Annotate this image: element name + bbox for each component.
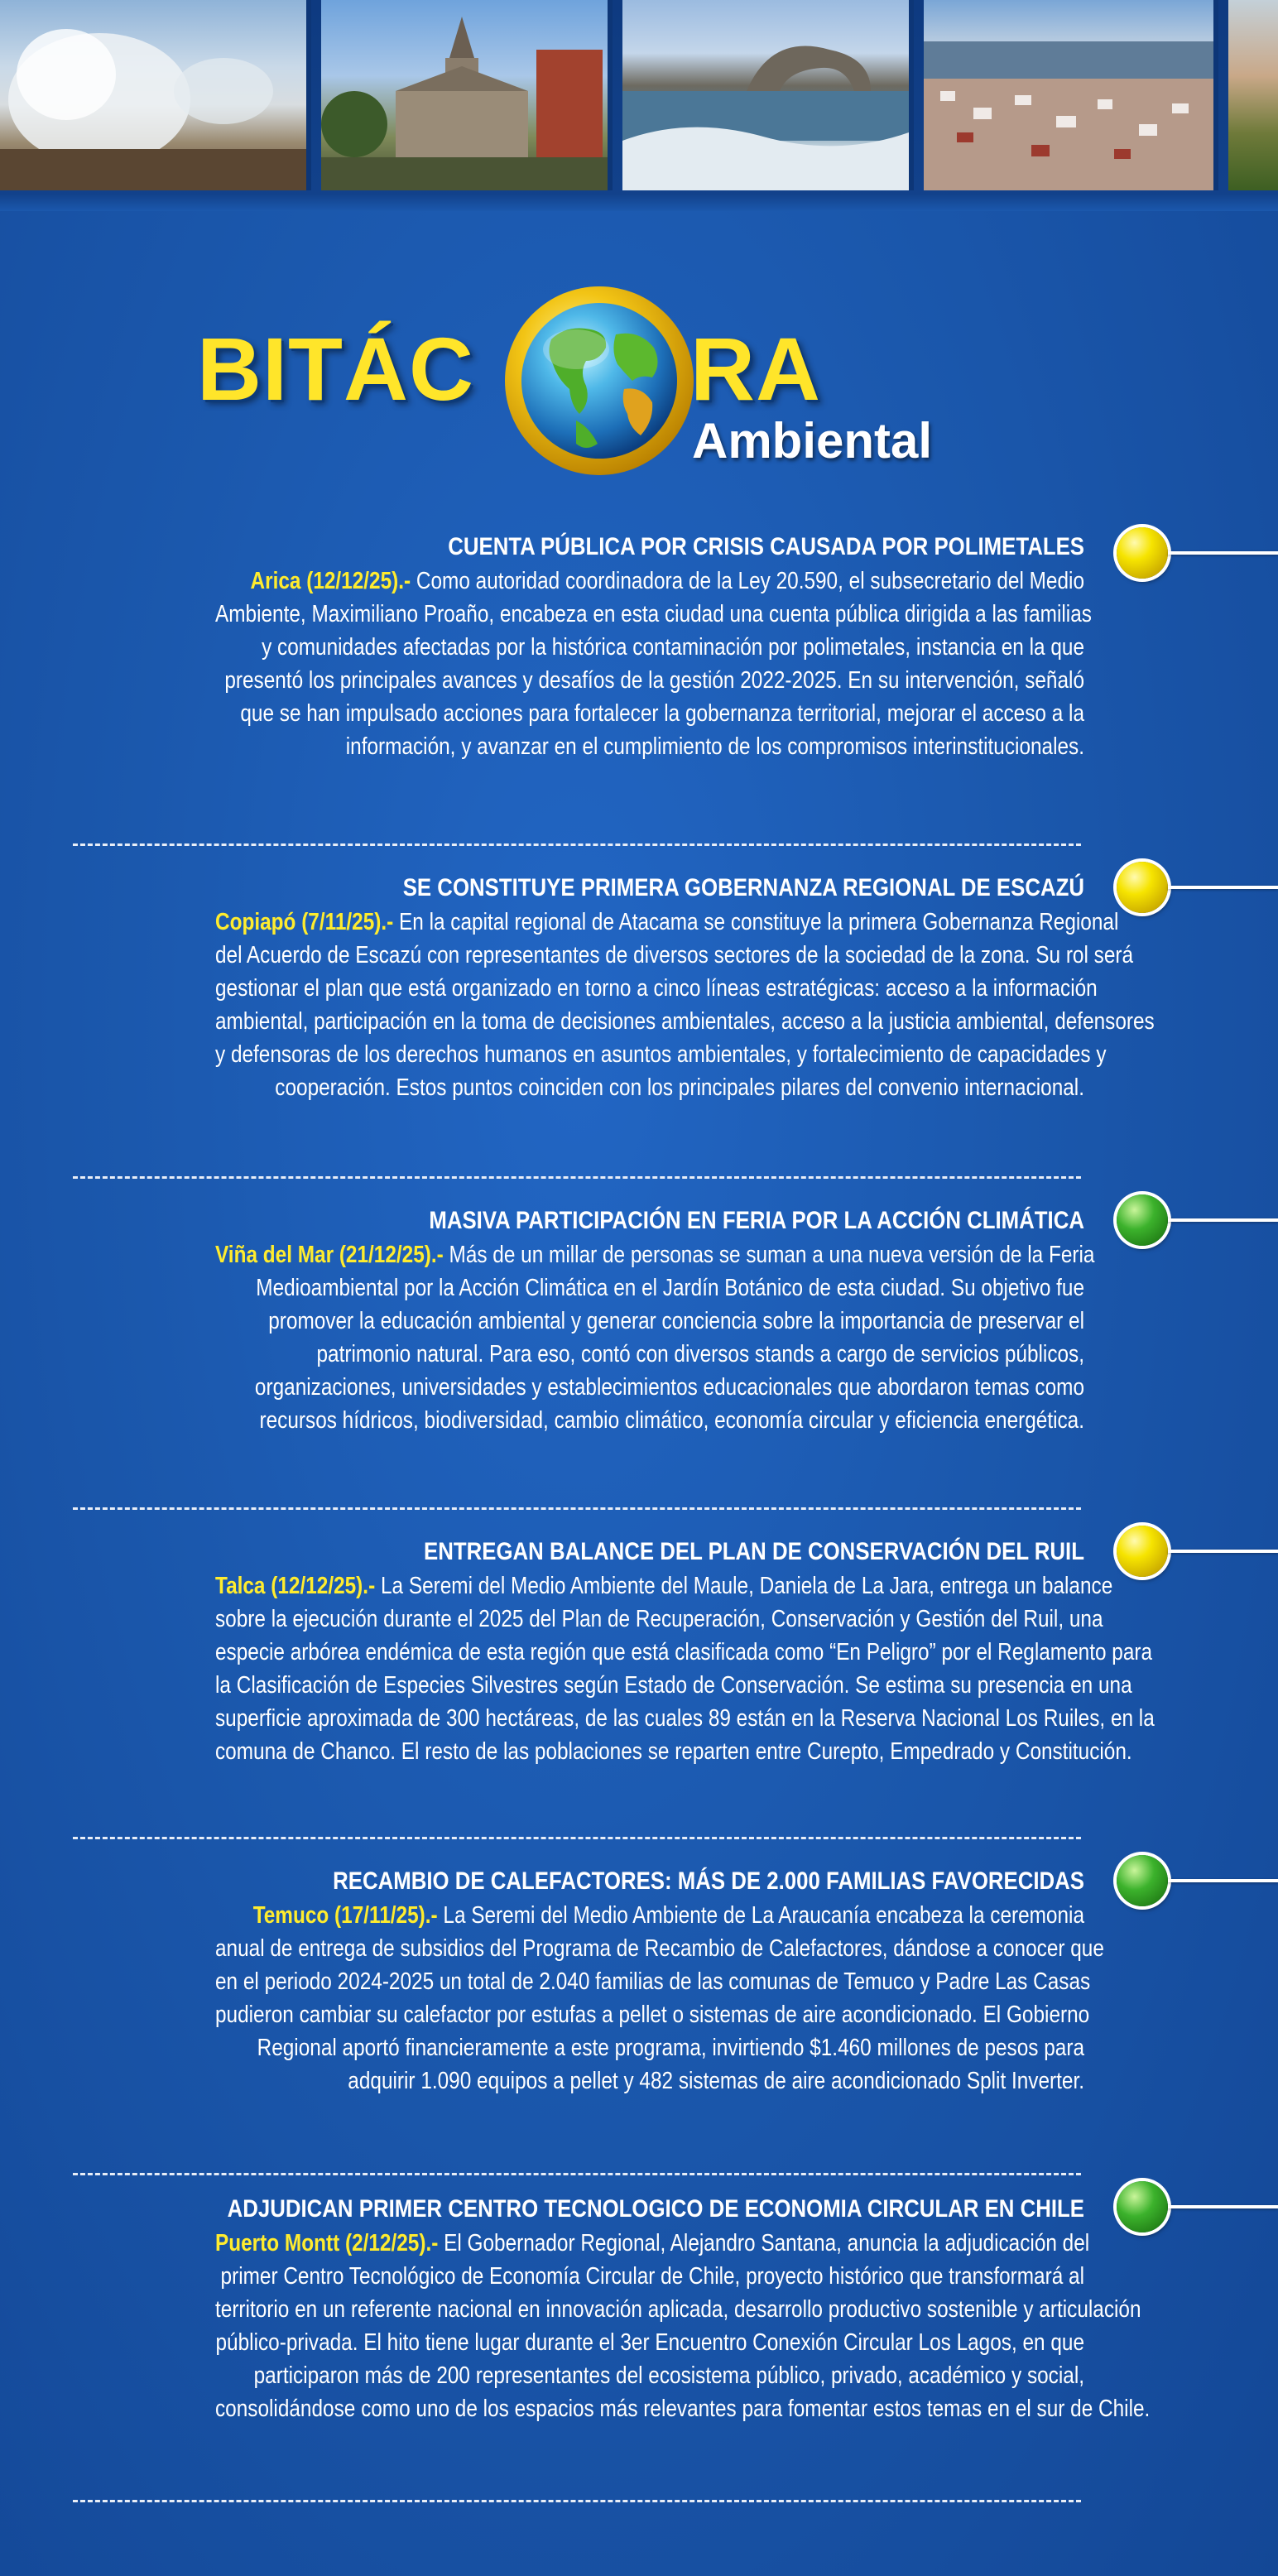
divider	[73, 2173, 1081, 2175]
coastal-city-illustration	[924, 0, 1213, 190]
news-title: ADJUDICAN PRIMER CENTRO TECNOLOGICO DE ECONOMIA CIRCULAR EN CHILE	[227, 2195, 1084, 2223]
news-title: ENTREGAN BALANCE DEL PLAN DE CONSERVACIÓN DEL RUIL	[424, 1538, 1084, 1565]
news-line: Más de un millar de personas se suman a una nueva versión de la Feria	[443, 1242, 1095, 1268]
globe-icon	[500, 281, 699, 480]
news-body	[215, 906, 1155, 1104]
news-line: del Acuerdo de Escazú con representantes de diversos sectores de la sociedad de la zona. Su rol será	[215, 942, 1134, 968]
coastal-city-photo-icon	[924, 0, 1218, 190]
news-line: la Clasificación de Especies Silvestres según Estado de Conservación. Se estima su presencia en una	[215, 1672, 1132, 1699]
news-line: cooperación. Estos puntos coinciden con los principales pilares del convenio internacional.	[275, 1074, 1084, 1101]
timeline-dot-3	[1117, 1194, 1168, 1246]
news-location: Viña del Mar (21/12/25).-	[215, 1242, 444, 1268]
news-line: ambiental, participación en la toma de decisiones ambientales, acceso a la justicia ambiental, defensores	[215, 1008, 1155, 1035]
news-line: La Seremi del Medio Ambiente de La Araucanía encabeza la ceremonia	[437, 1902, 1084, 1929]
news-item-5	[50, 1864, 1104, 2098]
news-line: El Gobernador Regional, Alejandro Santana, anuncia la adjudicación del	[438, 2230, 1090, 2256]
news-item-2	[50, 871, 1155, 1104]
news-line: adquirir 1.090 equipos a pellet y 482 sistemas de aire acondicionado Split Inverter.	[348, 2068, 1085, 2094]
timeline-dot-1	[1117, 527, 1168, 579]
news-line: Ambiente, Maximiliano Proaño, encabeza en esta ciudad una cuenta pública dirigida a las familias	[215, 601, 1092, 627]
news-line: organizaciones, universidades y establecimientos educacionales que abordaron temas como	[254, 1374, 1084, 1401]
timeline-connector-5	[1168, 1879, 1278, 1882]
news-title: SE CONSTITUYE PRIMERA GOBERNANZA REGIONAL DE ESCAZÚ	[402, 874, 1084, 901]
logo-word-left: BITÁC	[197, 319, 474, 419]
news-line: gestionar el plan que está organizado en torno a cinco líneas estratégicas: acceso a la información	[215, 975, 1098, 1002]
news-item-4	[50, 1535, 1155, 1768]
news-body	[215, 2227, 1151, 2425]
news-body	[215, 1238, 1095, 1437]
news-location: Temuco (17/11/25).-	[252, 1902, 438, 1929]
news-location: Arica (12/12/25).-	[250, 568, 411, 594]
timeline-connector-4	[1168, 1550, 1278, 1553]
rock-arch-photo-icon	[622, 0, 914, 190]
news-line: primer Centro Tecnológico de Economía Circular de Chile, proyecto histórico que transformará al	[220, 2263, 1084, 2290]
news-line: pudieron cambiar su calefactor por estufas a pellet o sistemas de aire acondicionado. El Gobierno	[215, 2002, 1090, 2028]
news-line: territorio en un referente nacional en innovación aplicada, desarrollo productivo sostenible y articulación	[215, 2296, 1141, 2323]
photo-strip	[0, 0, 1278, 211]
church-illustration	[321, 0, 608, 190]
news-line: público-privada. El hito tiene lugar durante el 3er Encuentro Conexión Circular Los Lagos, en que	[215, 2329, 1085, 2356]
divider	[73, 1176, 1081, 1179]
news-line: y defensoras de los derechos humanos en asuntos ambientales, y fortalecimiento de capacidades y	[215, 1041, 1107, 1068]
news-line: anual de entrega de subsidios del Programa de Recambio de Calefactores, dándose a conocer que	[215, 1935, 1104, 1962]
news-line: que se han impulsado acciones para fortalecer la gobernanza territorial, mejorar el acceso a la	[240, 700, 1085, 727]
news-location: Copiapó (7/11/25).-	[215, 909, 394, 935]
timeline-connector-3	[1168, 1218, 1278, 1222]
news-line: La Seremi del Medio Ambiente del Maule, Daniela de La Jara, entrega un balance	[375, 1573, 1113, 1599]
church-photo-icon	[321, 0, 613, 190]
timeline-dot-2	[1117, 862, 1168, 913]
logo-word-right: RA	[690, 319, 821, 419]
logo-subtitle: Ambiental	[692, 413, 933, 469]
news-title: CUENTA PÚBLICA POR CRISIS CAUSADA POR POLIMETALES	[448, 533, 1084, 560]
news-line: participaron más de 200 representantes del ecosistema público, privado, académico y social,	[253, 2362, 1084, 2389]
logo	[0, 281, 1278, 497]
news-line: consolidándose como uno de los espacios más relevantes para fomentar estos temas en el sur de Chile.	[215, 2396, 1151, 2422]
news-line: Como autoridad coordinadora de la Ley 20.590, el subsecretario del Medio	[411, 568, 1085, 594]
news-title: MASIVA PARTICIPACIÓN EN FERIA POR LA ACCIÓN CLIMÁTICA	[429, 1207, 1084, 1234]
news-line: Regional aportó financieramente a este programa, invirtiendo $1.460 millones de pesos para	[257, 2035, 1084, 2061]
news-line: En la capital regional de Atacama se constituye la primera Gobernanza Regional	[393, 909, 1119, 935]
news-line: información, y avanzar en el cumplimiento de los compromisos interinstitucionales.	[345, 733, 1084, 760]
news-item-3	[50, 1204, 1095, 1437]
news-line: en el periodo 2024-2025 un total de 2.040 familias de las comunas de Temuco y Padre Las Casas	[215, 1968, 1091, 1995]
news-title: RECAMBIO DE CALEFACTORES: MÁS DE 2.000 FAMILIAS FAVORECIDAS	[333, 1867, 1084, 1895]
timeline-connector-6	[1168, 2205, 1278, 2208]
timeline-connector-2	[1168, 886, 1278, 889]
valley-photo-icon	[1228, 0, 1278, 190]
news-line: comuna de Chanco. El resto de las poblaciones se reparten entre Curepto, Empedrado y Constitución.	[215, 1738, 1132, 1765]
timeline-dot-6	[1117, 2181, 1168, 2232]
news-body	[215, 565, 1092, 763]
rock-arch-illustration	[622, 0, 909, 190]
timeline-dot-5	[1117, 1855, 1168, 1906]
news-item-1	[50, 530, 1092, 763]
news-body	[215, 1569, 1155, 1768]
divider	[73, 2500, 1081, 2502]
divider	[73, 1507, 1081, 1510]
news-line: superficie aproximada de 300 hectáreas, de las cuales 89 están en la Reserva Nacional Los Ruiles, en la	[215, 1705, 1155, 1732]
divider	[73, 843, 1081, 846]
news-item-6	[50, 2192, 1151, 2425]
geyser-photo-icon	[0, 0, 311, 190]
timeline-rail	[1239, 497, 1242, 2576]
news-location: Talca (12/12/25).-	[215, 1573, 376, 1599]
divider	[73, 1837, 1081, 1839]
news-line: especie arbórea endémica de esta región que está clasificada como “En Peligro” por el Reglamento para	[215, 1639, 1153, 1665]
news-line: patrimonio natural. Para eso, contó con diversos stands a cargo de servicios públicos,	[316, 1341, 1084, 1367]
news-line: presentó los principales avances y desafíos de la gestión 2022-2025. En su intervención, señaló	[224, 667, 1084, 694]
news-line: recursos hídricos, biodiversidad, cambio climático, economía circular y eficiencia energética.	[259, 1407, 1084, 1434]
news-line: y comunidades afectadas por la histórica contaminación por polimetales, instancia en la que	[262, 634, 1084, 661]
news-line: Medioambiental por la Acción Climática en el Jardín Botánico de esta ciudad. Su objetivo fue	[256, 1275, 1084, 1301]
news-line: sobre la ejecución durante el 2025 del Plan de Recuperación, Conservación y Gestión del Ruil, una	[215, 1606, 1103, 1632]
news-location: Puerto Montt (2/12/25).-	[215, 2230, 439, 2256]
timeline-dot-4	[1117, 1526, 1168, 1577]
timeline-connector-1	[1168, 551, 1278, 555]
geyser-illustration	[0, 0, 306, 190]
news-body	[215, 1899, 1104, 2098]
news-line: promover la educación ambiental y generar conciencia sobre la importancia de preservar el	[268, 1308, 1084, 1334]
